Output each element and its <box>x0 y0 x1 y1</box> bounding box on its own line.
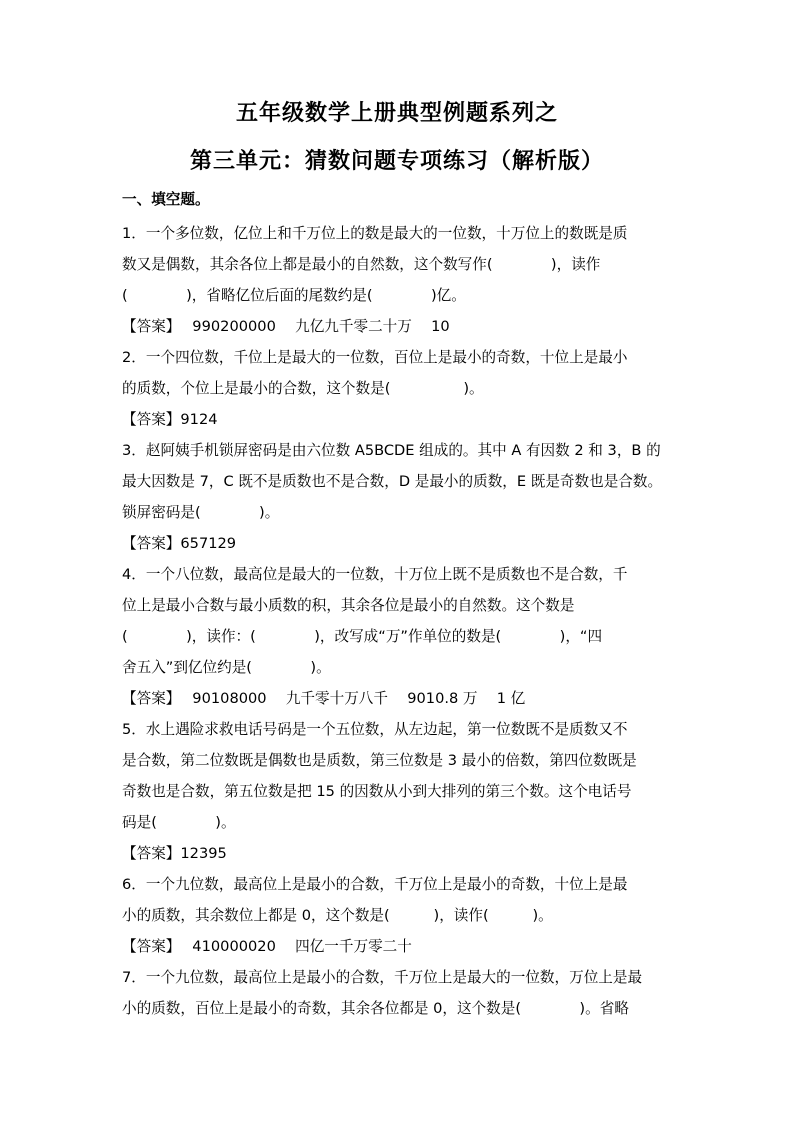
question-3-line-3: 锁屏密码是( )。 <box>122 504 280 521</box>
question-2-line-2: 的质数，个位上是最小的合数，这个数是( )。 <box>122 380 484 397</box>
question-5-line-2: 是合数，第二位数既是偶数也是质数，第三位数是 3 最小的倍数，第四位数既是 <box>122 752 637 769</box>
section-heading: 一、填空题。 <box>122 191 210 208</box>
question-7-line-1: 7．一个九位数，最高位上是最小的合数，千万位上是最大的一位数，万位上是最 <box>122 969 643 986</box>
question-3-line-2: 最大因数是 7，C 既不是质数也不是合数，D 是最小的质数，E 既是奇数也是合数。 <box>122 473 663 490</box>
answer-6: 【答案】 410000020 四亿一千万零二十 <box>122 938 412 955</box>
answer-4: 【答案】 90108000 九千零十万八千 9010.8 万 1 亿 <box>122 690 526 707</box>
question-6-line-1: 6．一个九位数，最高位上是最小的合数，千万位上是最小的奇数，十位上是最 <box>122 876 628 893</box>
question-4-line-4: 舍五入”到亿位约是( )。 <box>122 659 331 676</box>
question-4-line-1: 4．一个八位数，最高位是最大的一位数，十万位上既不是质数也不是合数，千 <box>122 566 628 583</box>
question-6-line-2: 小的质数，其余数位上都是 0，这个数是( )，读作( )。 <box>122 907 553 924</box>
answer-1: 【答案】 990200000 九亿九千零二十万 10 <box>122 318 450 335</box>
question-4-line-2: 位上是最小合数与最小质数的积，其余各位是最小的自然数。这个数是 <box>122 597 575 614</box>
answer-5: 【答案】12395 <box>122 845 227 862</box>
question-5-line-4: 码是( )。 <box>122 814 236 831</box>
question-5-line-1: 5．水上遇险求救电话号码是一个五位数，从左边起，第一位数既不是质数又不 <box>122 721 628 738</box>
question-5-line-3: 奇数也是合数，第五位数是把 15 的因数从小到大排列的第三个数。这个电话号 <box>122 783 632 800</box>
question-3-line-1: 3．赵阿姨手机锁屏密码是由六位数 A5BCDE 组成的。其中 A 有因数 2 和 3，B 的 <box>122 442 661 459</box>
answer-2: 【答案】9124 <box>122 411 218 428</box>
question-2-line-1: 2．一个四位数，千位上是最大的一位数，百位上是最小的奇数，十位上是最小 <box>122 349 628 366</box>
document-subtitle: 第三单元：猜数问题专项练习（解析版） <box>189 149 604 174</box>
question-1-line-1: 1．一个多位数，亿位上和千万位上的数是最大的一位数，十万位上的数既是质 <box>122 225 628 242</box>
question-1-line-2: 数又是偶数，其余各位上都是最小的自然数，这个数写作( )，读作 <box>122 256 601 273</box>
answer-3: 【答案】657129 <box>122 535 237 552</box>
question-4-line-3: ( )，读作：( )，改写成“万”作单位的数是( )，“四 <box>122 628 603 645</box>
question-1-line-3: ( )，省略亿位后面的尾数约是( )亿。 <box>122 287 466 304</box>
document-title: 五年级数学上册典型例题系列之 <box>235 101 558 126</box>
question-7-line-2: 小的质数，百位上是最小的奇数，其余各位都是 0，这个数是( )。省略 <box>122 1000 629 1017</box>
